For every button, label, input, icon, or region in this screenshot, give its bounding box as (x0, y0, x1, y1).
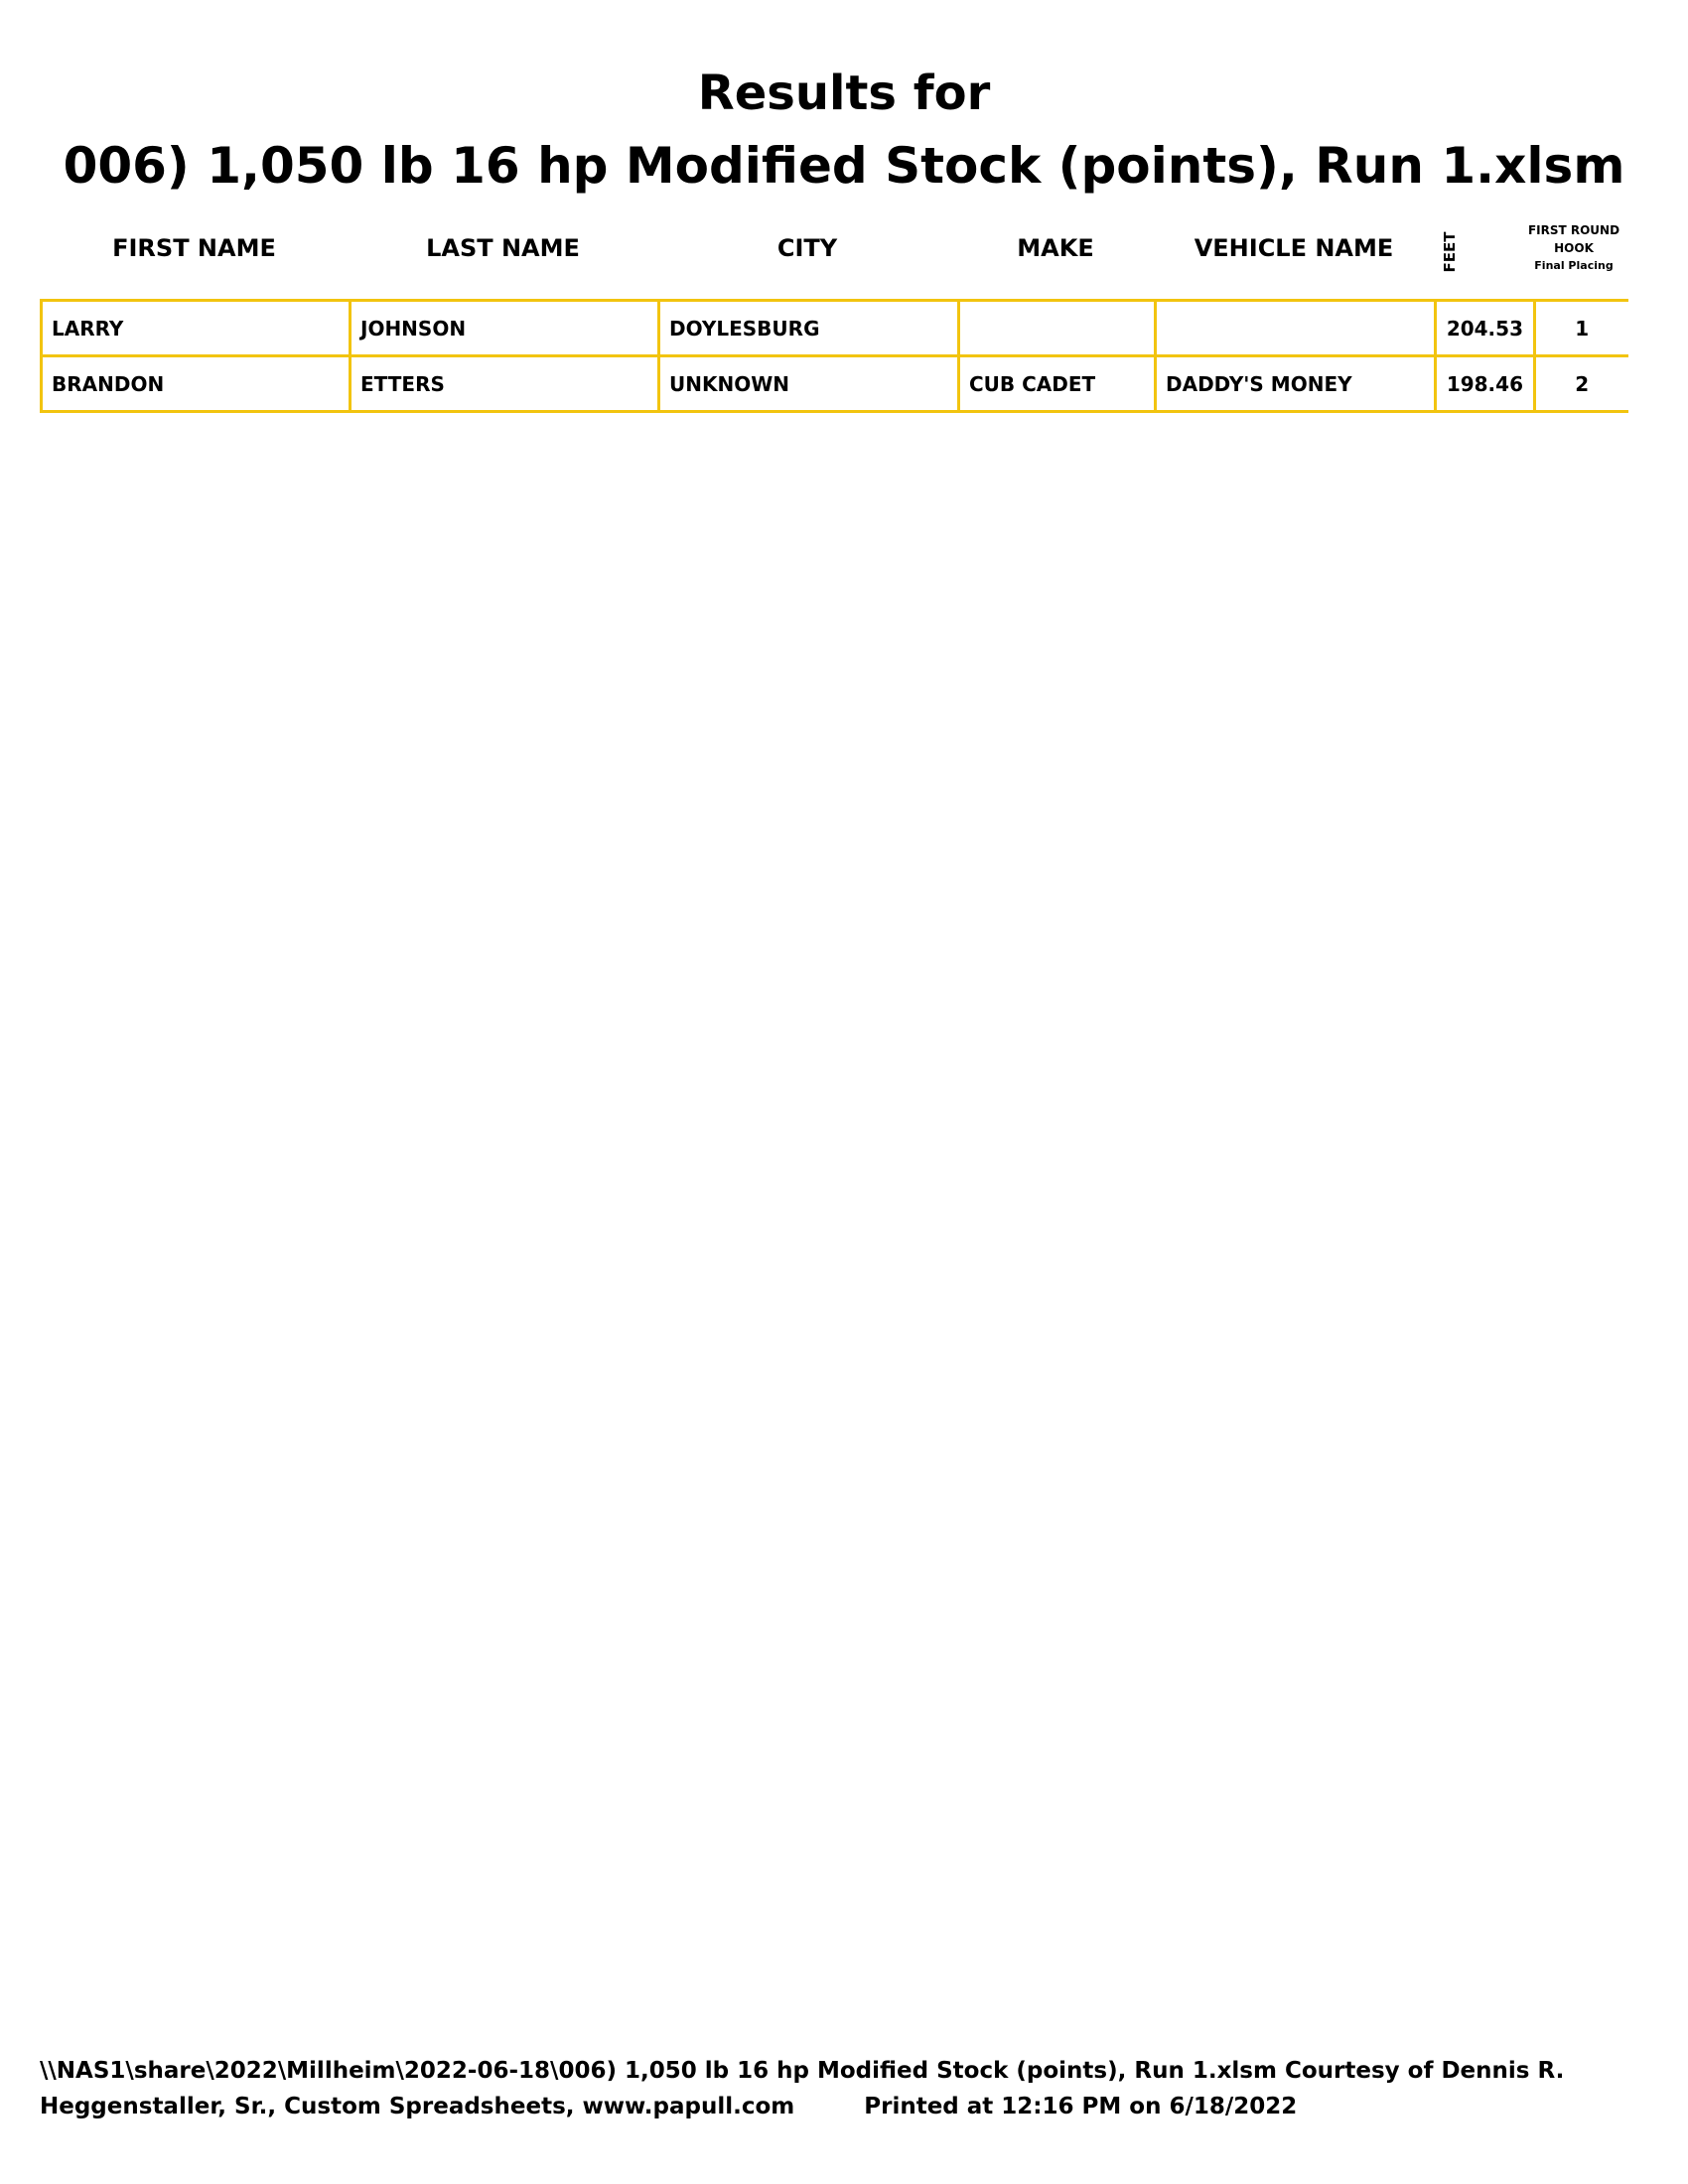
header-vehicle-name: VEHICLE NAME (1194, 234, 1394, 262)
page-title-line-2: 006) 1,050 lb 16 hp Modified Stock (points), Run 1.xlsm (63, 137, 1625, 195)
cell-first-name: BRANDON (42, 356, 351, 412)
header-feet: FEET (1441, 231, 1459, 273)
footer-printed-timestamp: Printed at 12:16 PM on 6/18/2022 (864, 2094, 1298, 2119)
cell-make: CUB CADET (959, 356, 1156, 412)
table-row (42, 356, 1628, 412)
cell-last-name: JOHNSON (351, 301, 659, 356)
cell-feet: 198.46 (1436, 356, 1535, 412)
cell-last-name: ETTERS (351, 356, 659, 412)
header-final-placing (1523, 221, 1624, 275)
page-title-line-1: Results for (697, 66, 991, 121)
page-footer (40, 2053, 1648, 2124)
results-table (40, 299, 1628, 413)
footer-file-path: \\NAS1\share\2022\Millheim\2022-06-18\006) 1,050 lb 16 hp Modified Stock (points), Run 1.xlsm Courtesy of Dennis R. Heggenstaller, Sr., Custom Spreadsheets, www.papull.com (40, 2058, 1565, 2119)
cell-placing: 1 (1535, 301, 1628, 356)
header-city: CITY (776, 234, 838, 262)
cell-feet: 204.53 (1436, 301, 1535, 356)
cell-city: UNKNOWN (659, 356, 959, 412)
header-placing-line-1: FIRST ROUND (1527, 223, 1620, 237)
header-placing-line-2: HOOK (1554, 241, 1594, 255)
cell-vehicle-name: DADDY'S MONEY (1156, 356, 1436, 412)
cell-placing: 2 (1535, 356, 1628, 412)
header-placing-line-3: Final Placing (1534, 259, 1614, 272)
cell-first-name: LARRY (42, 301, 351, 356)
cell-make (959, 301, 1156, 356)
table-row (42, 301, 1628, 356)
header-first-name: FIRST NAME (112, 234, 276, 262)
header-make: MAKE (1017, 234, 1094, 262)
cell-city: DOYLESBURG (659, 301, 959, 356)
header-last-name: LAST NAME (426, 234, 580, 262)
cell-vehicle-name (1156, 301, 1436, 356)
